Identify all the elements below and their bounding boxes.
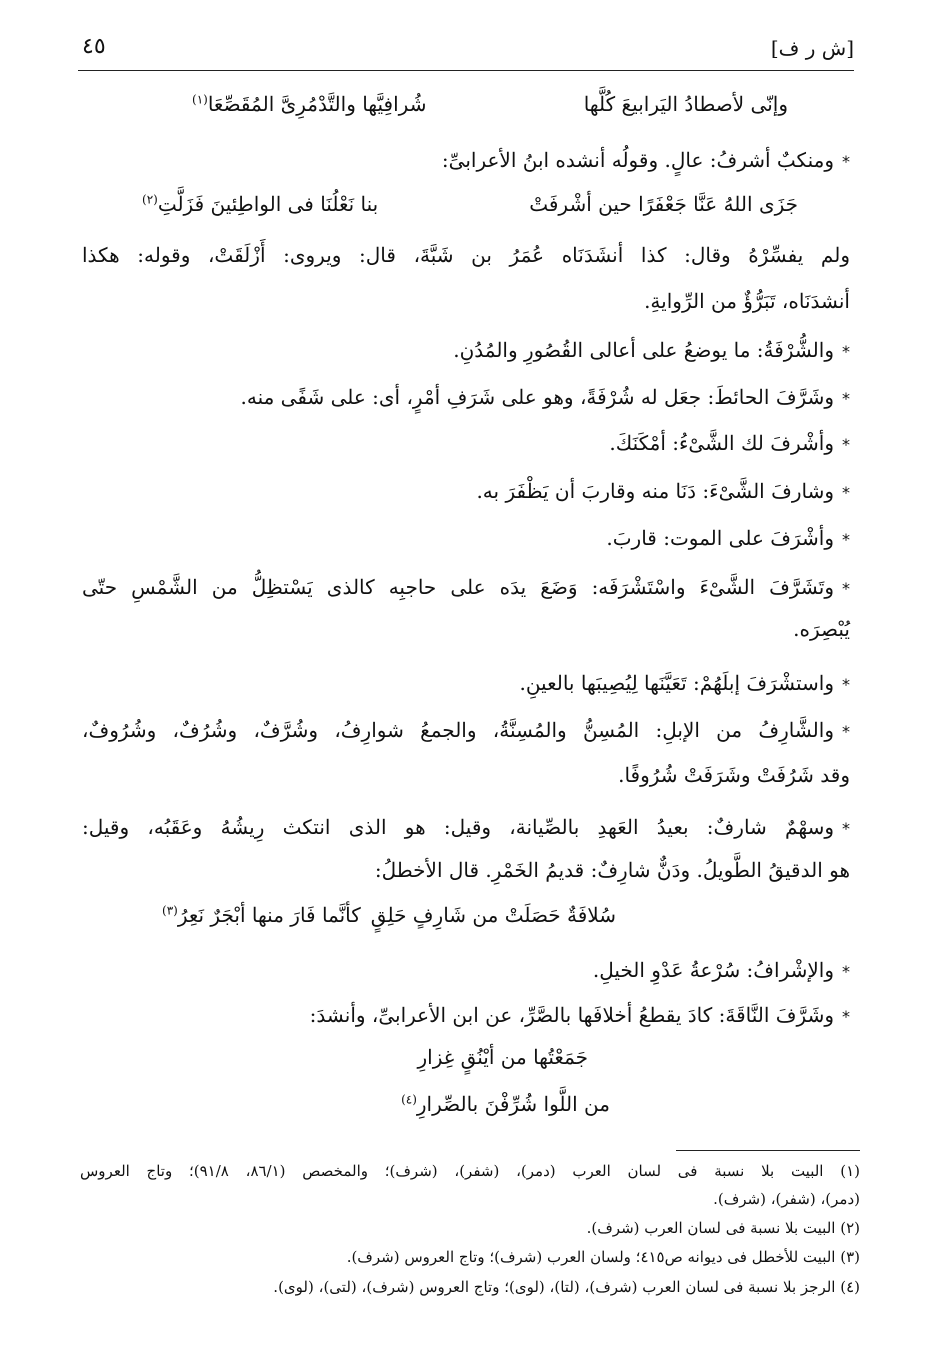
entry-star: * bbox=[842, 1007, 850, 1026]
paragraph-line: يُبْصِرَه. bbox=[793, 617, 850, 641]
entry-star: * bbox=[842, 675, 850, 694]
entry-sharafa: *وشارفَ الشَّىْءَ: دَنَا منه وقاربَ أن يَظْفَرَ به. bbox=[476, 479, 850, 503]
root-heading: [ش ر ف] bbox=[770, 36, 854, 60]
entry-star: * bbox=[842, 342, 850, 361]
footnote-ref-3: (٣) bbox=[162, 903, 178, 918]
entry-munkib: *ومنكبٌ أشرفُ: عالٍ. وقولُه أنشده ابنُ الأعرابىِّ: bbox=[441, 148, 850, 172]
entry-sharrafa-alhait: *وشَرَّفَ الحائطَ: جعَل له شُرْفَةً، وهو على شَرَفِ أمْرٍ، أى: على شَفًى منه. bbox=[240, 385, 850, 409]
entry-ashrafa-laka: *وأشْرفَ لك الشَّىْءُ: أمْكَنَكَ. bbox=[609, 431, 850, 455]
entry-star: * bbox=[842, 962, 850, 981]
verse-3-left-hemistich: كأنَّما فَارَ منها أبْجَرٌ نَعِرُ$^{(٣)}$ bbox=[162, 903, 361, 927]
entry-istashrafa: *واستشْرَفَ إبلَهُمْ: تَعَيَّنَها لِيُصِيبَها بالعينِ. bbox=[519, 671, 850, 695]
paragraph-line: هو الدقيقُ الطَّويلُ. ودَنٌّ شارِفٌ: قديمُ الخَمْرِ. قال الأخطلُ: bbox=[374, 858, 850, 882]
footnote-1-continued: (دمر)، (شفر)، (شرف). bbox=[713, 1190, 860, 1208]
paragraph-line: وقد شَرُفَتْ وشَرَفَتْ شُرُوفًا. bbox=[618, 763, 850, 787]
verse-2-right-hemistich: جَزَى اللهُ عَنَّا جَعْفَرًا حين أشْرفَتْ bbox=[529, 192, 798, 216]
rajaz-line-1: جَمَعْتُها من أيْنُقٍ غِزارِ bbox=[417, 1045, 588, 1069]
entry-alsharif: *والشَّارِفُ من الإبلِ: المُسِنُّ والمُسِنَّةُ، والجمعُ شوارِفُ، وشُرَّفٌ، وشُرُفٌ، وشُرُوفٌ، bbox=[82, 718, 850, 742]
footnote-1: (١) البيت بلا نسبة فى لسان العرب (دمر)، (شفر)، (شرف)؛ والمخصص (٨٦/١، ٩١/٨)؛ وتاج العروس bbox=[80, 1162, 861, 1180]
entry-tasharrafa: *وتَشَرَّفَ الشَّىْءَ واسْتَشْرَفَه: وَضَعَ يدَه على حاجبِه كالذى يَسْتظِلُّ من الشَّمْسِ حتّى bbox=[82, 575, 850, 599]
page-number: ٤٥ bbox=[82, 34, 106, 59]
verse-1-right-hemistich: وإنّى لأصطادُ اليَرابيعَ كُلَّها bbox=[583, 92, 788, 116]
footnote-3: (٣) البيت للأخطل فى ديوانه ص٤١٥؛ ولسان العرب (شرف)؛ وتاج العروس (شرف). bbox=[346, 1248, 860, 1266]
entry-star: * bbox=[842, 579, 850, 598]
entry-star: * bbox=[842, 152, 850, 171]
paragraph-line: أنشدَنَاه، تَبَرُّؤٌ من الرِّوايةِ. bbox=[644, 289, 850, 313]
paragraph-line: ولم يفسِّرْهُ وقال: كذا أنشَدَنَاه عُمَرُ بن شَبَّةَ، قال: ويروى: أَزْلَقَتْ، وقوله: هكذا bbox=[82, 243, 850, 267]
verse-3-right-hemistich: سُلافَةٌ حَصَلَتْ من شَارِفٍ حَلِقٍ bbox=[370, 903, 616, 927]
footnote-divider bbox=[676, 1150, 860, 1151]
entry-shurfa: *والشُّرْفَةُ: ما يوضعُ على أعالى القُصُورِ والمُدُنِ. bbox=[453, 338, 850, 362]
footnote-ref-2: (٢) bbox=[142, 192, 158, 207]
entry-star: * bbox=[842, 435, 850, 454]
entry-star: * bbox=[842, 483, 850, 502]
verse-1-left-hemistich: شُرافِيَّها والتَّدْمُرِىَّ المُقَصِّعَا$^{(١)}$ bbox=[192, 92, 427, 116]
footnote-ref-1: (١) bbox=[192, 92, 208, 107]
entry-star: * bbox=[842, 530, 850, 549]
footnote-2: (٢) البيت بلا نسبة فى لسان العرب (شرف). bbox=[586, 1219, 860, 1237]
footnote-ref-4: (٤) bbox=[401, 1092, 417, 1107]
entry-sahm-sharif: *وسهْمٌ شارفٌ: بعيدُ العَهدِ بالصِّيانة، وقيل: هو الذى انتكث رِيشُهُ وعَقَبُه، وقيل: bbox=[82, 815, 850, 839]
entry-star: * bbox=[842, 722, 850, 741]
rajaz-line-2: من اللَّوا شُرِّفْنَ بالصِّرارِ$^{(٤)}$ bbox=[401, 1092, 610, 1116]
entry-star: * bbox=[842, 819, 850, 838]
entry-star: * bbox=[842, 389, 850, 408]
entry-ashrafa-ala-almawt: *وأشْرَفَ على الموت: قاربَ. bbox=[606, 526, 850, 550]
verse-2-left-hemistich: بنا نَعْلُنَا فى الواطِئينَ فَزَلَّتِ$^{(٢)}$ bbox=[142, 192, 379, 216]
footnote-4: (٤) الرجز بلا نسبة فى لسان العرب (شرف)، (لتا)، (لوى)؛ وتاج العروس (شرف)، (لتى)، (لوى). bbox=[273, 1278, 860, 1296]
page-header bbox=[78, 30, 854, 71]
entry-ishraf: *والإشْرافُ: سُرْعةُ عَدْوِ الخيلِ. bbox=[592, 958, 850, 982]
entry-sharrafa-alnaqa: *وشَرَّفَ النَّاقَةَ: كادَ يقطعُ أخلافَها بالصَّرِّ، عن ابن الأعرابىِّ، وأنشدَ: bbox=[309, 1003, 850, 1027]
